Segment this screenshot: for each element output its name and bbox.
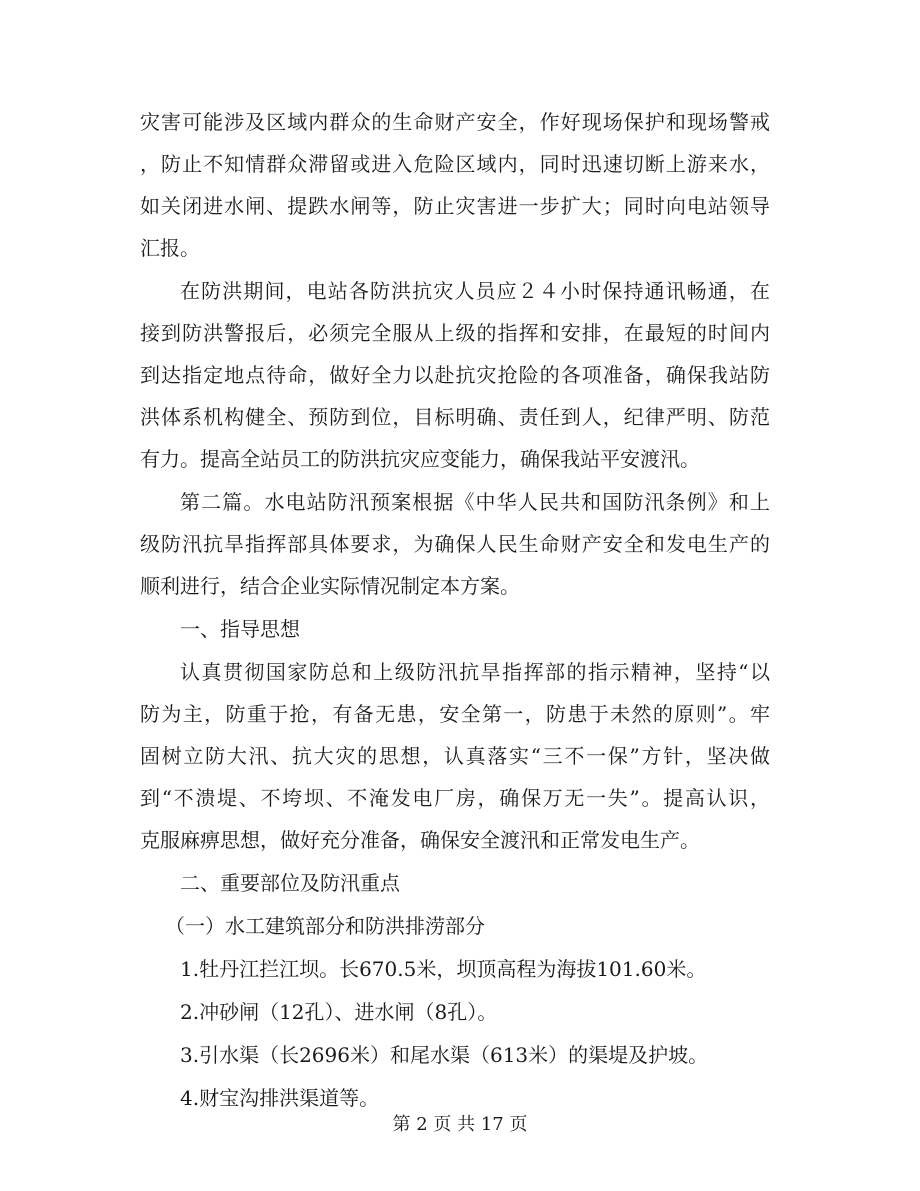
text-line: 灾害可能涉及区域内群众的生命财产安全，作好现场保护和现场警戒 bbox=[140, 110, 770, 134]
page-number: 第 2 页 共 17 页 bbox=[392, 1114, 528, 1135]
text-line: 汇报。 bbox=[140, 236, 200, 260]
text-line: 克服麻痹思想，做好充分准备，确保安全渡汛和正常发电生产。 bbox=[140, 828, 700, 852]
section-heading: 一、指导思想 bbox=[180, 617, 300, 641]
text-line: 到“不溃堤、不垮坝、不淹发电厂房，确保万无一失”。提高认识， bbox=[140, 786, 770, 810]
text-line: ，防止不知情群众滞留或进入危险区域内，同时迅速切断上游来水， bbox=[140, 152, 770, 176]
text-line: 如关闭进水闸、提跌水闸等，防止灾害进一步扩大；同时向电站领导 bbox=[140, 194, 770, 218]
text-line: 固树立防大汛、抗大灾的思想，认真落实“三不一保”方针，坚决做 bbox=[140, 744, 770, 768]
text-line: 到达指定地点待命，做好全力以赴抗灾抢险的各项准备，确保我站防 bbox=[140, 363, 770, 387]
list-item: 4.财宝沟排洪渠道等。 bbox=[180, 1086, 380, 1110]
section-heading: 二、重要部位及防汛重点 bbox=[180, 871, 400, 895]
text-line: 级防汛抗旱指挥部具体要求，为确保人民生命财产安全和发电生产的 bbox=[140, 532, 770, 556]
text-line: 有力。提高全站员工的防洪抗灾应变能力，确保我站平安渡汛。 bbox=[140, 447, 700, 471]
list-item: 2.冲砂闸（12孔）、进水闸（8孔）。 bbox=[180, 1000, 498, 1024]
text-line: 顺利进行，结合企业实际情况制定本方案。 bbox=[140, 574, 520, 598]
text-line: 认真贯彻国家防总和上级防汛抗旱指挥部的指示精神，坚持“以 bbox=[180, 660, 770, 684]
list-item: 1.牡丹江拦江坝。长670.5米，坝顶高程为海拔101.60米。 bbox=[180, 957, 707, 981]
text-line: 在防洪期间，电站各防洪抗灾人员应２４小时保持通讯畅通，在 bbox=[180, 279, 770, 303]
subsection-heading: （一）水工建筑部分和防洪排涝部分 bbox=[165, 914, 485, 938]
list-item: 3.引水渠（长2696米）和尾水渠（613米）的渠堤及护坡。 bbox=[180, 1043, 709, 1067]
text-line: 接到防洪警报后，必须完全服从上级的指挥和安排，在最短的时间内 bbox=[140, 321, 770, 345]
text-line: 第二篇。水电站防汛预案根据《中华人民共和国防汛条例》和上 bbox=[180, 490, 770, 514]
text-line: 洪体系机构健全、预防到位，目标明确、责任到人，纪律严明、防范 bbox=[140, 405, 770, 429]
text-line: 防为主，防重于抢，有备无患，安全第一，防患于未然的原则”。牢 bbox=[140, 702, 770, 726]
